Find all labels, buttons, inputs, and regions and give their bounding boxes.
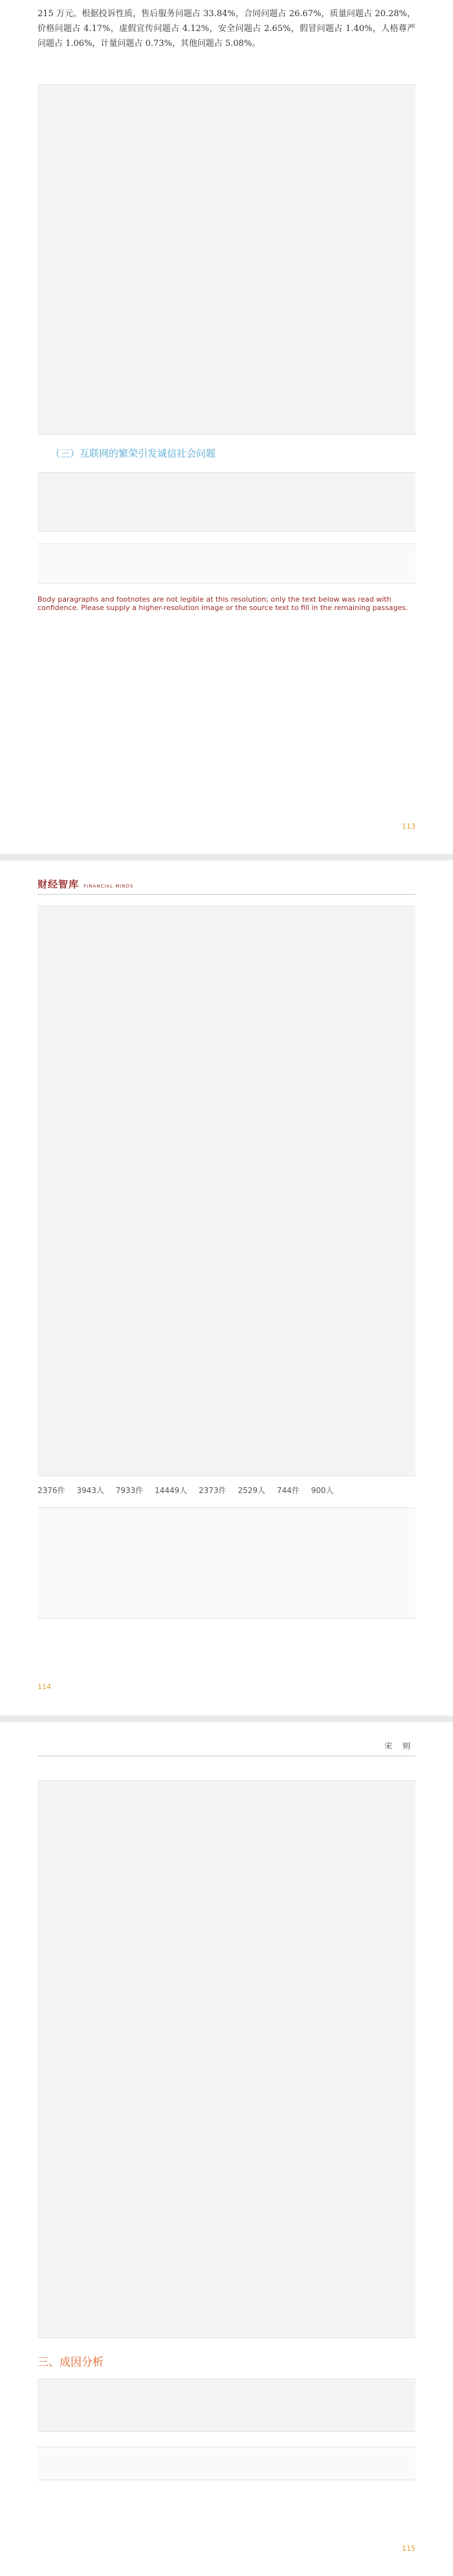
page-115 xyxy=(0,1722,453,2576)
page-number: 115 xyxy=(402,2544,415,2553)
unread-footnote-region xyxy=(38,543,415,584)
unread-body-region xyxy=(38,1780,415,2338)
figure-value: 900人 xyxy=(311,1486,334,1495)
page-113 xyxy=(0,0,453,854)
unread-footnote-region xyxy=(38,1507,415,1619)
transcription-note: Body paragraphs and footnotes are not legible at this resolution; only the text below was read with confidence. Please supply a higher-resolution image or the source text to fill in the remaining passages. xyxy=(38,595,408,612)
unread-body-region xyxy=(38,84,415,435)
unread-body-region xyxy=(38,472,415,532)
figure-value: 14449人 xyxy=(155,1486,188,1495)
header-rule xyxy=(38,894,415,895)
unread-body-region xyxy=(38,2379,415,2432)
brand-subtitle: FINANCIAL MINDS xyxy=(83,884,134,889)
page-114 xyxy=(0,860,453,1714)
section-heading-internet: （三）互联网的繁荣引发诚信社会问题 xyxy=(50,448,216,459)
figure-value: 2373件 xyxy=(199,1486,226,1495)
figure-value: 744件 xyxy=(276,1486,300,1495)
running-head-brand xyxy=(38,877,134,891)
figure-value: 3943人 xyxy=(76,1486,104,1495)
figure-value: 2376件 xyxy=(38,1486,65,1495)
unread-body-region xyxy=(38,906,415,1476)
figure-value: 7933件 xyxy=(115,1486,144,1495)
page-separator xyxy=(0,1716,453,1722)
legible-figures xyxy=(38,1485,415,1496)
running-head-author: 宋 则 xyxy=(384,1741,414,1751)
brand-title: 财经智库 xyxy=(38,879,80,890)
page-separator xyxy=(0,854,453,860)
page-number: 113 xyxy=(402,822,415,831)
unread-footnote-region xyxy=(38,2447,415,2480)
page-number: 114 xyxy=(38,1683,51,1691)
section-heading-causes: 三、成因分析 xyxy=(38,2356,104,2369)
legible-opening: 215 万元。根据投诉性质，售后服务问题占 33.84%，合同问题占 26.67%，质量问题占 20.28%，价格问题占 4.17%，虚假宣传问题占 4.12%，安全问题占 2.65%，假冒问题占 1.40%，人格尊严问题占 1.06%，计量问题占 0.73%，其他问题占 5.08%。 xyxy=(38,9,415,49)
figure-value: 2529人 xyxy=(238,1486,266,1495)
